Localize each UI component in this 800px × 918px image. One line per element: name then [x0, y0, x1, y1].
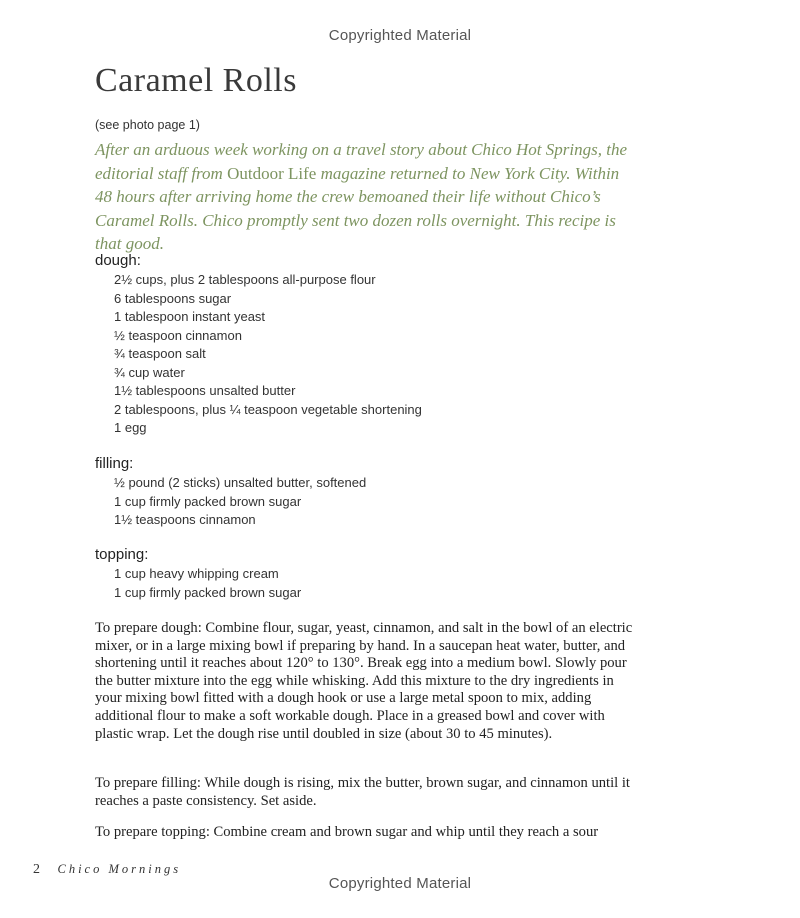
ingredient-list-dough — [95, 271, 422, 438]
photo-reference: (see photo page 1) — [95, 118, 200, 132]
ingredients-topping — [95, 545, 301, 602]
method-filling-paragraph: To prepare filling: While dough is rising, mix the butter, brown sugar, and cinnamon until it reaches a paste consistency. Set aside. — [95, 775, 630, 809]
ingredient-item: 1 egg — [114, 420, 147, 435]
method-dough-paragraph: To prepare dough: Combine flour, sugar, yeast, cinnamon, and salt in the bowl of an electric mixer, or in a large mixing bowl if preparing by hand. In a saucepan heat water, butter, and shortening until it reaches about 120° to 130°. Break egg into a medium bowl. Slowly pour the butter mixture into the egg while whisking. Add this mixture to the dry ingredients in your mixing bowl fitted with a dough hook or use a large metal spoon to mix, adding additional flour to make a soft workable dough. Place in a greased bowl and cover with plastic wrap. Let the dough rise until doubled in size (about 30 to 45 minutes). — [95, 620, 633, 742]
section-heading-topping: topping: — [95, 546, 149, 563]
recipe-intro — [95, 138, 635, 256]
recipe-title: Caramel Rolls — [95, 62, 297, 99]
book-title: Chico Mornings — [57, 862, 182, 876]
ingredient-item: 6 tablespoons sugar — [114, 290, 232, 306]
method-topping-paragraph: To prepare topping: Combine cream and brown sugar and whip until they reach a sour — [95, 824, 599, 840]
ingredient-item: ½ pound (2 sticks) unsalted butter, softened — [114, 475, 367, 490]
page-number: 2 — [33, 862, 40, 877]
ingredient-list-filling — [95, 474, 366, 530]
ingredient-item: 1½ teaspoons cinnamon — [114, 512, 256, 527]
ingredient-item: 2 tablespoons, plus ¼ teaspoon vegetable shortening — [114, 401, 422, 417]
ingredient-item: ¾ cup water — [114, 364, 185, 380]
ingredient-item: 1 cup firmly packed brown sugar — [114, 493, 302, 509]
ingredients-dough — [95, 251, 422, 438]
section-heading-filling: filling: — [95, 455, 134, 472]
copyright-notice-top: Copyrighted Material — [328, 27, 472, 44]
ingredient-item: 1 cup heavy whipping cream — [114, 566, 279, 581]
ingredient-list-topping — [95, 565, 301, 602]
section-heading-dough: dough: — [95, 252, 141, 269]
ingredient-item: 1 cup firmly packed brown sugar — [114, 584, 302, 600]
intro-text-part2: magazine returned to New York City. Within 48 hours after arriving home the crew bemoaned their life without Chico’s Caramel Rolls. Chico promptly sent two dozen rolls overnight. This recipe is that good. — [95, 163, 620, 253]
ingredients-filling — [95, 454, 366, 530]
copyright-notice-bottom: Copyrighted Material — [328, 875, 472, 892]
ingredient-item: 1 tablespoon instant yeast — [114, 309, 266, 324]
ingredient-item: ½ teaspoon cinnamon — [114, 327, 242, 343]
ingredient-item: 2½ cups, plus 2 tablespoons all-purpose flour — [114, 272, 376, 287]
intro-publication-name: Outdoor Life — [227, 163, 317, 183]
intro-text-part1: After an arduous week working on a travel story about Chico Hot Springs, the editorial staff from — [95, 140, 627, 183]
ingredient-item: ¾ teaspoon salt — [114, 346, 206, 361]
ingredient-item: 1½ tablespoons unsalted butter — [114, 383, 296, 398]
